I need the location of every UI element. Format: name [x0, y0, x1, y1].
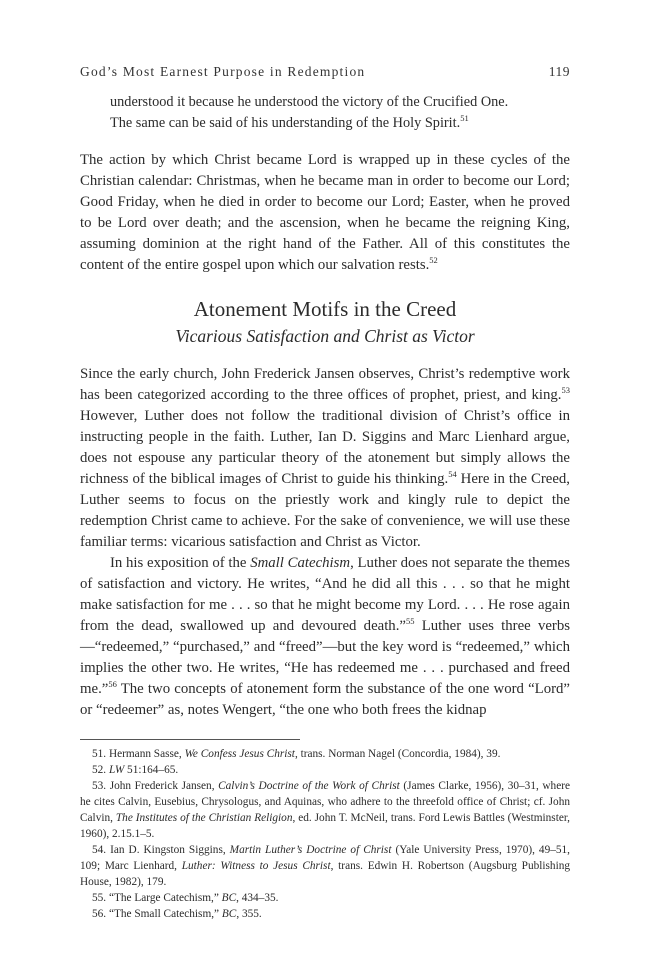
footnote-number: 56. [92, 908, 109, 920]
page-number: 119 [548, 64, 570, 79]
footnote-title: Martin Luther’s Doctrine of Christ [229, 844, 392, 856]
footnote-text: Ian D. Kingston Siggins, [110, 844, 230, 856]
footnote-text: , trans. Edwin H. Robertson (Augsburg Publishing House, 1982), 179. [80, 860, 570, 888]
footnote-53 [80, 778, 570, 842]
footnote-ref-52[interactable]: 52 [429, 255, 438, 266]
paragraph-catechism-italic: Small Catechism [250, 555, 351, 571]
footnote-ref-53[interactable]: 53 [561, 385, 570, 396]
running-title: God’s Most Earnest Purpose in Redemption [80, 64, 366, 79]
footnote-ref-56[interactable]: 56 [108, 679, 117, 690]
footnote-55 [80, 890, 570, 906]
section-subtitle: Vicarious Satisfaction and Christ as Victor [175, 326, 475, 346]
paragraph-offices-text-c: Here in the Creed, Luther seems to focus on the priestly work and kingly rule to depict the redemption Christ came to achieve. For the sake of convenience, we will use these familiar terms: vicarious satisfaction and Christ as Victor. [80, 471, 570, 550]
paragraph-catechism-text-d: The two concepts of atonement form the substance of the one word “Lord” or “redeemer” as, notes Wengert, “the one who both frees the kidnap [80, 681, 570, 718]
footnote-text: , ed. John T. McNeil, trans. Ford Lewis Battles (Westminster, 1960), 2.15.1–5. [80, 812, 570, 840]
footnote-text: , 434–35. [236, 892, 279, 904]
footnote-text: “The Small Catechism,” [108, 908, 222, 920]
page [80, 64, 570, 922]
paragraph-calendar [80, 150, 570, 276]
footnote-ref-55[interactable]: 55 [405, 616, 415, 627]
footnote-text: (James Clarke, 1956), 30–31, where he cites Calvin, Eusebius, Chrysologus, and Aquinas, who adhere to the threefold office of Christ; cf. John Calvin, [80, 780, 570, 824]
footnote-number: 54. [92, 844, 111, 856]
footnote-number: 55. [92, 892, 109, 904]
paragraph-offices-text-b: However, Luther does not follow the traditional division of Christ’s office in instructing people in the faith. Luther, Ian D. Siggins and Marc Lienhard argue, does not espouse any particular theory of the atonement but simply allows the richness of the biblical images of Christ to guide his thinking. [80, 408, 570, 487]
footnote-title: LW [108, 764, 125, 776]
footnote-text: 51:164–65. [124, 764, 179, 776]
paragraph-catechism-text-a: In his exposition of the [110, 555, 251, 571]
footnote-56 [80, 906, 570, 922]
paragraph-catechism-text-b: , Luther does not separate the themes of satisfaction and victory. He writes, “And he did all this . . . so that he might make satisfaction for me . . . so that he might become my Lord. . . . He rose again from the dead, swallowed up and devoured death.” [80, 555, 570, 634]
paragraph-catechism [80, 553, 570, 721]
footnote-title: The Institutes of the Christian Religion [115, 812, 293, 824]
footnote-text: “The Large Catechism,” [108, 892, 222, 904]
footnotes [80, 746, 570, 922]
footnote-ref-54[interactable]: 54 [448, 469, 457, 480]
block-quote-line-2: The same can be said of his understanding of the Holy Spirit. [110, 115, 461, 131]
paragraph-offices-text-a: Since the early church, John Frederick Jansen observes, Christ’s redemptive work has been categorized according to the three offices of prophet, priest, and king. [80, 366, 570, 403]
footnote-title: Luther: Witness to Jesus Christ [181, 860, 331, 872]
footnote-number: 51. [92, 748, 109, 760]
footnote-51 [80, 746, 570, 762]
footnote-54 [80, 842, 570, 890]
block-quote-line [110, 92, 570, 113]
section-title: Atonement Motifs in the Creed [193, 297, 457, 321]
paragraph-catechism-text-c: Luther uses three verbs—“redeemed,” “purchased,” and “freed”—but the key word is “redeemed,” which implies the other two. He writes, “He has redeemed me . . . purchased and freed me.” [80, 618, 570, 697]
running-header [80, 64, 570, 80]
block-quote [80, 92, 570, 134]
block-quote-line-1: understood it because he understood the victory of the Crucified One. [110, 94, 509, 110]
footnote-ref-51[interactable]: 51 [460, 113, 469, 124]
footnote-text: Hermann Sasse, [108, 748, 185, 760]
paragraph-offices [80, 364, 570, 553]
footnote-52 [80, 762, 570, 778]
paragraph-calendar-text: The action by which Christ became Lord is wrapped up in these cycles of the Christian calendar: Christmas, when he became man in order to become our Lord; Good Friday, when he died in order to become our Lord; Easter, when he proved to be Lord over death; and the ascension, when he became the reigning King, assuming dominion at the right hand of the Father. All of this constitutes the content of the entire gospel upon which our salvation rests. [80, 152, 570, 273]
footnote-divider [80, 739, 300, 740]
footnote-text: John Frederick Jansen, [109, 780, 219, 792]
footnote-title: BC [221, 892, 237, 904]
footnote-text: (Yale University Press, 1970), 49–51, 109; Marc Lienhard, [80, 844, 571, 872]
footnote-number: 53. [92, 780, 110, 792]
footnote-title: We Confess Jesus Christ [184, 748, 295, 760]
footnote-text: , trans. Norman Nagel (Concordia, 1984), 39. [294, 748, 501, 760]
footnote-title: Calvin’s Doctrine of the Work of Christ [218, 780, 400, 792]
footnote-title: BC [221, 908, 237, 920]
footnote-number: 52. [92, 764, 109, 776]
block-quote-line [110, 113, 570, 134]
footnote-text: , 355. [236, 908, 262, 920]
